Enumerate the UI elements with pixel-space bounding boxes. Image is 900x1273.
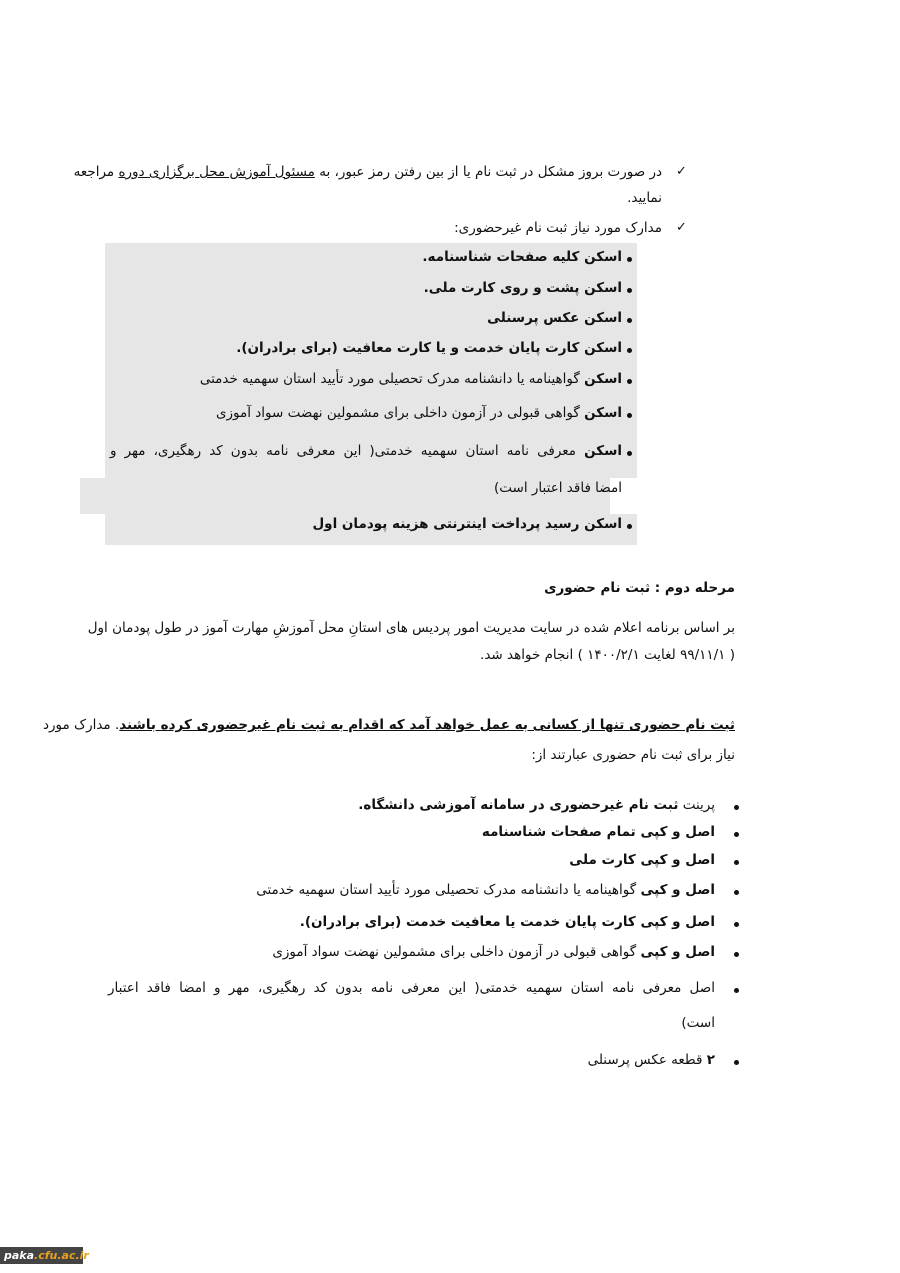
list-item — [216, 403, 622, 423]
list-item — [200, 369, 622, 389]
bullet-icon — [627, 413, 632, 418]
list-item — [256, 880, 715, 900]
checkmark-icon: ✓ — [676, 220, 687, 235]
item-text: اسکن — [584, 371, 622, 387]
list-item — [110, 441, 622, 461]
bullet-icon — [734, 805, 739, 810]
list-item — [236, 338, 622, 358]
stage2-heading: مرحله دوم : ثبت نام حضوری — [544, 580, 735, 596]
item-text: اسکن کارت پایان خدمت و یا کارت معافیت (برای برادران). — [236, 340, 622, 356]
list-item — [422, 247, 622, 267]
bullet-icon — [734, 988, 739, 993]
intro-line-2: مدارک مورد نیاز ثبت نام غیرحضوری: — [454, 220, 662, 236]
item-text: اسکن پشت و روی کارت ملی. — [423, 280, 622, 296]
list-item — [358, 795, 715, 815]
item-text: اصل معرفی نامه استان سهمیه خدمتی( این معرفی نامه بدون کد رهگیری، مهر و امضا فاقد اعتبار — [108, 980, 715, 996]
item-text: پرینت — [678, 797, 715, 813]
list-item — [272, 942, 715, 962]
text: در صورت بروز مشکل در ثبت نام یا از بین رفتن رمز عبور، به — [314, 164, 662, 180]
item-text: اصل و کپی کارت پایان خدمت یا معافیت خدمت (برای برادران). — [299, 914, 715, 930]
list-item — [588, 1050, 715, 1070]
item-text: اسکن — [584, 443, 622, 459]
text: . مدارک مورد — [42, 717, 120, 733]
list-item — [482, 822, 715, 842]
checkmark-icon: ✓ — [676, 164, 687, 179]
bullet-icon — [627, 257, 632, 262]
notice-line — [42, 715, 735, 735]
bullet-icon — [734, 832, 739, 837]
item-text: اسکن رسید پرداخت اینترنتی هزینه پودمان اول — [312, 516, 622, 532]
item-text: گواهی قبولی در آزمون داخلی برای مشمولین نهضت سواد آموزی — [215, 405, 585, 421]
bullet-icon — [627, 451, 632, 456]
item-text: قطعه عکس پرسنلی — [587, 1052, 707, 1068]
bullet-icon — [734, 952, 739, 957]
bullet-icon — [734, 890, 739, 895]
bullet-icon — [734, 922, 739, 927]
item-text: اسکن — [584, 405, 622, 421]
bullet-icon — [734, 1060, 739, 1065]
item-text: گواهینامه یا دانشنامه مدرک تحصیلی مورد تأیید استان سهمیه خدمتی — [199, 371, 585, 387]
list-item — [487, 308, 622, 328]
bullet-icon — [627, 379, 632, 384]
item-text: اصل و کپی کارت ملی — [569, 852, 715, 868]
item-text: اصل و کپی — [640, 882, 715, 898]
notice-bold: ثبت نام حضوری تنها از کسانی به عمل خواهد آمد که اقدام به ثبت نام غیرحضوری کرده باشند — [119, 717, 735, 733]
notice-cont: نیاز برای ثبت نام حضوری عبارتند از: — [531, 747, 735, 763]
bullet-icon — [627, 318, 632, 323]
underlined-text: مسئول آموزش محل برگزاری دوره — [118, 164, 315, 180]
item-text: ثبت نام غیرحضوری در سامانه آموزشی دانشگاه. — [358, 797, 679, 813]
item-text: اصل و کپی — [640, 944, 715, 960]
item-text: ۲ — [706, 1052, 715, 1068]
list-item — [424, 278, 622, 298]
list-item — [300, 912, 715, 932]
item-text: معرفی نامه استان سهمیه خدمتی( این معرفی نامه بدون کد رهگیری، مهر و — [110, 443, 585, 459]
item-text: اصل و کپی تمام صفحات شناسنامه — [481, 824, 715, 840]
stage2-para-line2: ( ۹۹/۱۱/۱ لغایت ۱۴۰۰/۲/۱ ) انجام خواهد شد. — [480, 647, 735, 663]
list-item-cont: است) — [681, 1015, 715, 1031]
intro-line-1-cont: نمایید. — [627, 190, 662, 206]
bullet-icon — [734, 860, 739, 865]
item-text: اسکن عکس پرسنلی — [487, 310, 622, 326]
intro-line-1 — [73, 162, 662, 182]
text: .cfu.ac.ir — [34, 1249, 89, 1262]
bullet-icon — [627, 288, 632, 293]
bullet-icon — [627, 348, 632, 353]
list-item-cont: امضا فاقد اعتبار است) — [494, 480, 622, 496]
item-text: گواهینامه یا دانشنامه مدرک تحصیلی مورد تأیید استان سهمیه خدمتی — [256, 882, 641, 898]
text: مراجعه — [73, 164, 119, 180]
item-text: گواهی قبولی در آزمون داخلی برای مشمولین نهضت سواد آموزی — [272, 944, 641, 960]
list-item — [312, 514, 622, 534]
text: paka — [4, 1249, 35, 1262]
watermark-logo — [0, 1247, 89, 1264]
list-item — [569, 850, 715, 870]
stage2-para-line1: بر اساس برنامه اعلام شده در سایت مدیریت امور پردیس های استانِ محل آموزشِ مهارت آموز در طول پودمان اول — [87, 620, 735, 636]
item-text: اسکن کلیه صفحات شناسنامه. — [422, 249, 622, 265]
list-item — [108, 978, 715, 998]
bullet-icon — [627, 524, 632, 529]
